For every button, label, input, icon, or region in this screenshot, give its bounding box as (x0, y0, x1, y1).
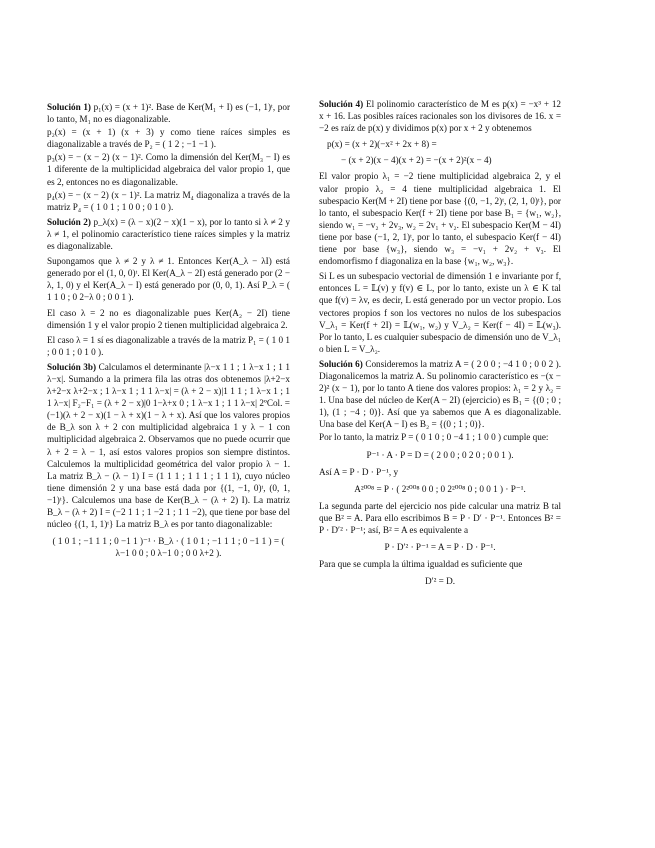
solution-4-eq1: p(x) = (x + 2)(−x² + 2x + 8) = (327, 139, 437, 150)
solution-1-p2: p₂(x) = (x + 1) (x + 3) y como tiene raíces simples es diagonalizable a través de P₂ = ( 1 2 ; −1 −1 ). (47, 127, 290, 150)
solution-4-eq2: − (x + 2)(x − 4)(x + 2) = −(x + 2)²(x − 4) (341, 155, 492, 166)
solution-3b-heading: Solución 3b) (47, 361, 97, 372)
solution-6-eq1: P⁻¹ · A · P = D = ( 2 0 0 ; 0 2 0 ; 0 0 1 ). (366, 449, 514, 460)
solution-2-p1 (47, 216, 290, 252)
left-column (47, 98, 290, 564)
solution-6-heading: Solución 6) (319, 358, 363, 369)
solution-3b-p1-text: Calculamos el determinante |λ−x 1 1 ; 1 λ−x 1 ; 1 1 λ−x|. Sumando a la primera fila las otras dos obtenemos |λ+2−x λ+2−x λ+2−x ; 1 λ−x 1 ; 1 1 λ−x| = (λ + 2 − x)|1 1 1 ; 1 λ−x 1 ; 1 1 λ−x| F₂−F₁ = (λ + 2 − x)|0 1−λ+x 0 ; 1 λ−x 1 ; 1 1 λ−x| 2ºCol. = (−1)(λ + 2 − x)(1 − λ + x)(1 − λ + x). Así que los valores propios de B_λ son λ + 2 con multiplicidad algebraica 1 y λ − 1 con multiplicidad algebraica 2. Observamos que no puede ocurrir que λ + 2 = λ − 1, así estos valores propios son siempre distintos. Calculemos la multiplicidad geométrica del valor propio λ − 1. La matriz B_λ − (λ − 1) I = (1 1 1 ; 1 1 1 ; 1 1 1), cuyo núcleo tiene dimensión 2 y una base está dada por {(1, −1, 0)ᵗ, (0, 1, −1)ᵗ}. Calculemos una base de Ker(B_λ − (λ + 2) I). La matriz B_λ − (λ + 2) I = (−2 1 1 ; 1 −2 1 ; 1 1 −2), que tiene por base del núcleo {(1, 1, 1)ᵗ} La matriz B_λ es por tanto diagonalizable: (47, 361, 291, 530)
solution-1-p3: p₃(x) = − (x − 2) (x − 1)². Como la dimensión del Ker(M₃ − I) es 1 diferente de la multiplicidad algebraica del valor propio 1, que es 2, entonces no es diagonalizable. (47, 152, 290, 187)
solution-6-p5: Para que se cumpla la última igualdad es suficiente que (319, 559, 523, 570)
solution-4-p2: El valor propio λ₁ = −2 tiene multiplicidad algebraica 2, y el valor propio λ₂ = 4 tiene multiplicidad algebraica 1. El subespacio Ker(M + 2I) tiene por base {(0, −1, 2)ᵗ, (2, 1, 0)ᵗ}, por lo tanto, el subespacio Ker(f + 2I) tiene por base B₁ = {w₁, w₂}, siendo w₁ = −v₂ + 2v₃, w₂ = 2v₁ + v₂. El subespacio Ker(M − 4I) tiene por base (−1, 2, 1)ᵗ, por lo tanto, el subespacio Ker(f − 4I) tiene por base {w₃}, siendo w₃ = −v₁ + 2v₂ + v₃. El endomorfismo f diagonaliza en la base {w₁, w₂, w₃}. (319, 171, 561, 267)
solution-6-eq4: D′² = D. (424, 576, 456, 587)
solution-2-heading: Solución 2) (47, 216, 91, 227)
solution-4-p1-text: El polinomio característico de M es p(x) = −x³ + 12 x + 16. Las posibles raíces racionales son los divisores de 16. x = −2 es raíz de p(x) y dividimos p(x) por x + 2 y obtenemos (319, 99, 562, 134)
solution-1-p1-text: p₁(x) = (x + 1)². Base de Ker(M₁ + I) es (−1, 1)ᵗ, por lo tanto, M₁ no es diagonalizable. (47, 102, 291, 125)
solution-5-p1: Si L es un subespacio vectorial de dimensión 1 e invariante por f, entonces L = 𝕃(v) y f(v) ∈ L, por lo tanto, existe un λ ∈ K tal que f(v) = λv, es decir, L está generado por un vector propio. Los vectores propios f son los vectores no nulos de los subespacios V_λ₁ = Ker(f + 2I) = 𝕃(w₁, w₂) y V_λ₂ = Ker(f − 4I) = 𝕃(w₃). Por lo tanto, L es cualquier subespacio de dimensión uno de V_λ₁ o bien L = V_λ₂. (319, 271, 561, 354)
solution-3b-p1 (47, 361, 290, 530)
solution-4-p1 (319, 98, 561, 134)
solution-6-p1-text: Consideremos la matriz A = ( 2 0 0 ; −4 1 0 ; 0 0 2 ). Diagonalicemos la matriz A. Su polinomio característico es −(x − 2)² (x − 1), por lo tanto A tiene dos valores propios: λ₁ = 2 y λ₂ = 1. Una base del núcleo de Ker(A − 2I) (ejercicio) es B₁ = {(0 ; 0 ; 1), (1 ; −4 ; 0)}. Así que ya sabemos que A es diagonalizable. Una base del Ker(A − I) es B₂ = {(0 ; 1 ; 0)}. (319, 358, 562, 430)
solution-6-p4: La segunda parte del ejercicio nos pide calcular una matriz B tal que B² = A. Para ello escribimos B = P · D′ · P⁻¹. Entonces B² = P · D′² · P⁻¹; así, B² = A es equivalente a (319, 500, 561, 535)
solution-2-p3: El caso λ = 2 no es diagonalizable pues Ker(A₂ − 2I) tiene dimensión 1 y el valor propio 2 tienen multiplicidad algebraica 2. (47, 307, 290, 330)
solution-6-p1 (319, 358, 561, 431)
solution-1-heading: Solución 1) (47, 102, 91, 112)
solution-6-p2: Por lo tanto, la matriz P = ( 0 1 0 ; 0 −4 1 ; 1 0 0 ) cumple que: (319, 432, 549, 443)
solution-6-eq3: P · D′² · P⁻¹ = A = P · D · P⁻¹. (384, 542, 496, 553)
solution-3b-diagonalization: ( 1 0 1 ; −1 1 1 ; 0 −1 1 )⁻¹ · B_λ · ( 1 0 1 ; −1 1 1 ; 0 −1 1 ) = ( λ−1 0 0 ; 0 λ−1 0 ; 0 0 λ+2 ). (52, 536, 285, 559)
solution-4-heading: Solución 4) (319, 99, 364, 109)
right-column (319, 98, 561, 592)
solution-1-p4: p₄(x) = − (x − 2) (x − 1)². La matriz M₄ diagonaliza a través de la matriz P₄ = ( 1 0 1 ; 1 0 0 ; 0 1 0 ). (47, 189, 290, 212)
solution-6-eq2: A²⁰⁰⁸ = P · ( 2²⁰⁰⁸ 0 0 ; 0 2²⁰⁰⁸ 0 ; 0 0 1 ) · P⁻¹. (354, 483, 526, 494)
solution-2-p1-text: p_λ(x) = (λ − x)(2 − x)(1 − x), por lo tanto si λ ≠ 2 y λ ≠ 1, el polinomio característico tiene raíces simples y la matriz es diagonalizable. (47, 216, 290, 252)
solution-2-p2: Supongamos que λ ≠ 2 y λ ≠ 1. Entonces Ker(A_λ − λI) está generado por el (1, 0, 0)ᵗ. El Ker(A_λ − 2I) está generado por (2 − λ, 1, 0) y el Ker(A_λ − I) está generado por (0, 0, 1). Así P_λ = ( 1 1 0 ; 0 2−λ 0 ; 0 0 1 ). (47, 256, 290, 303)
solution-2-p4: El caso λ = 1 sí es diagonalizable a través de la matriz P₁ = ( 1 0 1 ; 0 0 1 ; 0 1 0 ). (47, 334, 290, 357)
solution-6-p3: Así A = P · D · P⁻¹, y (319, 466, 399, 477)
solution-1-p1 (47, 101, 290, 125)
